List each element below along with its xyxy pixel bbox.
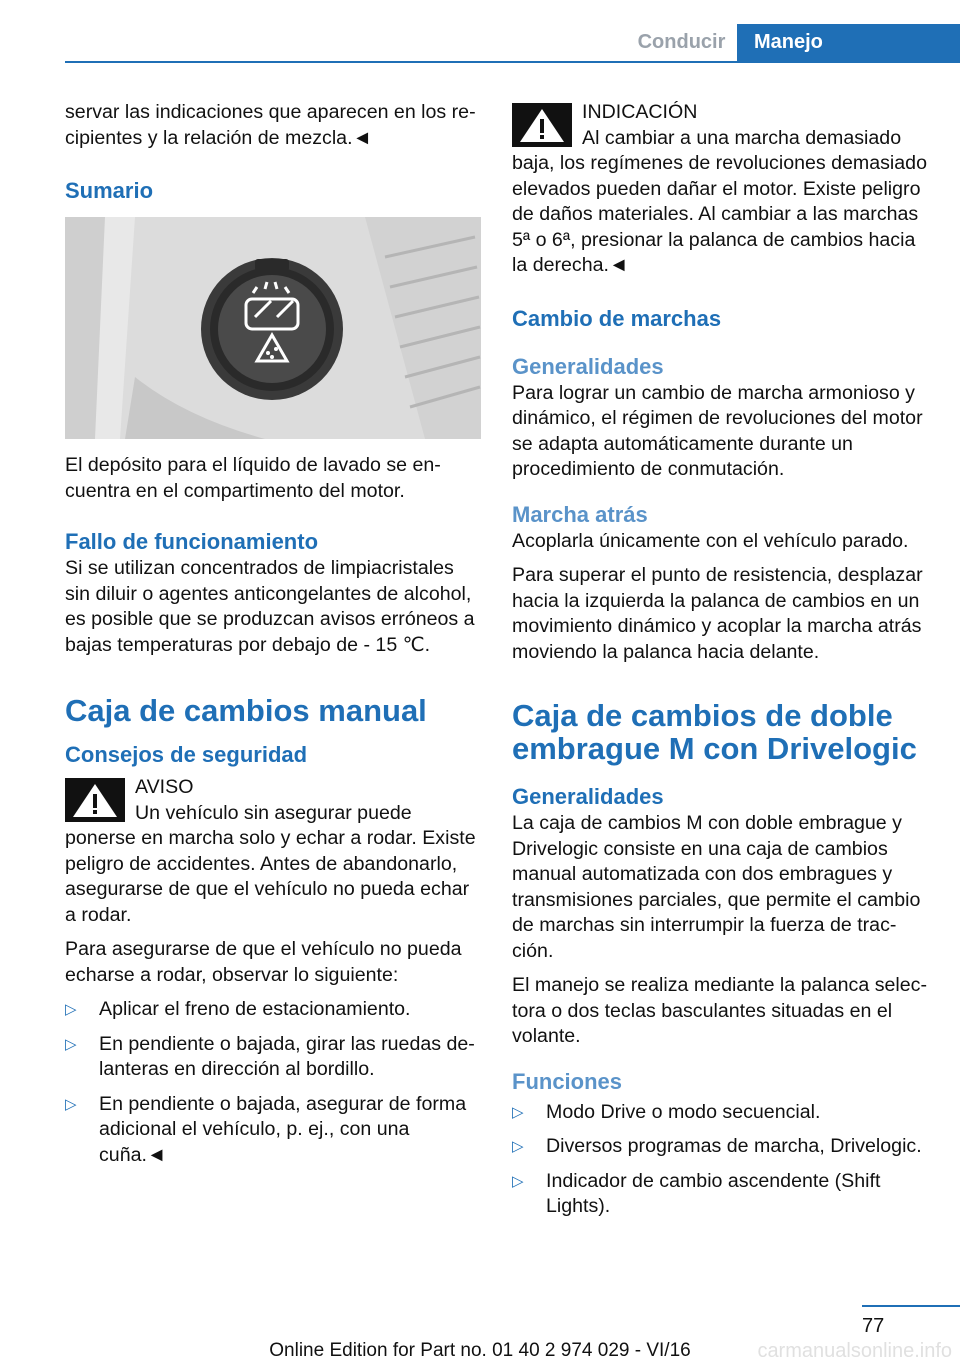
- list-item: ▷ En pendiente o bajada, girar las ruedas delanteras en dirección al bordillo.: [65, 1032, 475, 1080]
- note-title: INDICACIÓN: [582, 101, 698, 123]
- heading-consejos: Consejos de seguridad: [65, 742, 308, 767]
- warning-block: [65, 775, 481, 928]
- warning-icon: [65, 778, 125, 822]
- note-block: [512, 100, 930, 279]
- heading-funciones: Funciones: [512, 1068, 623, 1094]
- generalidades-1-paragraph: Para lograr un cambio de marcha armonioso y dinámico, el régimen de revoluciones del motor se adapta automáticamente durante un procedimiento de conmutación.: [512, 381, 923, 480]
- right-column: [512, 100, 930, 1229]
- tab-conducir[interactable]: Conducir: [637, 31, 726, 53]
- atras-paragraph-2: Para superar el punto de resistencia, desplazar hacia la izquierda la palanca de cambios en un movimiento dinámico y acoplar la marcha atrás moviendo la palanca hacia delante.: [512, 564, 923, 663]
- figure-caption: El depósito para el líquido de lavado se encuentra en el compartimento del motor.: [65, 454, 441, 502]
- left-column: [65, 100, 481, 1177]
- list-item: ▷ Indicador de cambio ascendente (Shift Lights).: [512, 1169, 881, 1217]
- safety-list: [65, 997, 481, 1168]
- warning-icon: [512, 103, 572, 147]
- edition-footer: Online Edition for Part no. 01 40 2 974 029 - VI/16: [269, 1340, 691, 1361]
- watermark: carmanualsonline.info: [757, 1340, 952, 1362]
- list-item: ▷ Modo Drive o modo secuencial.: [512, 1100, 930, 1126]
- tab-manejo[interactable]: Manejo: [737, 24, 960, 61]
- heading-doble-embrague: Caja de cambios de doble embrague M con Drivelogic: [512, 698, 917, 766]
- heading-caja-manual: Caja de cambios manual: [65, 693, 427, 728]
- list-item: ▷ Diversos programas de marcha, Drivelogic.: [512, 1134, 930, 1160]
- page-header: [0, 24, 960, 62]
- triangle-bullet-icon: ▷: [512, 1138, 524, 1155]
- note-text: Al cambiar a una marcha demasiado baja, los regímenes de revoluciones demasiado elevados pueden dañar el motor. Existe peligro de daños materiales. Al cambiar a las marchas 5ª o 6ª, presionar la palanca de cambios hacia la derecha.◄: [512, 126, 927, 276]
- washer-reservoir-image: [65, 217, 481, 439]
- triangle-bullet-icon: ▷: [512, 1103, 524, 1121]
- triangle-bullet-icon: ▷: [65, 1035, 77, 1053]
- triangle-bullet-icon: ▷: [65, 1001, 77, 1018]
- atras-paragraph-1: Acoplarla únicamente con el vehículo parado.: [512, 529, 909, 552]
- heading-fallo: Fallo de funcionamiento: [65, 529, 319, 554]
- header-rule: [65, 61, 960, 63]
- list-item: ▷ En pendiente o bajada, asegurar de forma adicional el vehículo, p. ej., con una cuña.◄: [65, 1092, 467, 1166]
- funciones-list: [512, 1100, 930, 1220]
- triangle-bullet-icon: ▷: [512, 1172, 524, 1190]
- intro-paragraph: servar las indicaciones que aparecen en los recipientes y la relación de mezcla.◄: [65, 101, 476, 149]
- heading-sumario: Sumario: [65, 178, 154, 203]
- warning-title: AVISO: [135, 776, 194, 798]
- heading-generalidades-1: Generalidades: [512, 353, 664, 379]
- asegurar-paragraph: Para asegurarse de que el vehículo no pueda echarse a rodar, observar lo siguiente:: [65, 938, 462, 986]
- heading-generalidades-2: Generalidades: [512, 784, 664, 809]
- heading-marcha-atras: Marcha atrás: [512, 501, 648, 527]
- triangle-bullet-icon: ▷: [65, 1095, 77, 1113]
- generalidades-2-paragraph-b: El manejo se realiza mediante la palanca selectora o dos teclas basculantes situadas en el volante.: [512, 974, 927, 1047]
- page-number: 77: [862, 1315, 885, 1337]
- footer-rule: [862, 1305, 960, 1307]
- warning-text: Un vehículo sin asegurar puede ponerse en marcha solo y echar a rodar. Existe peligro de accidentes. Antes de abandonarlo, asegurarse de que el vehículo no pueda echar a rodar.: [65, 801, 476, 926]
- list-item: ▷ Aplicar el freno de estacionamiento.: [65, 997, 481, 1023]
- generalidades-2-paragraph-a: La caja de cambios M con doble embrague y Drivelogic consiste en una caja de cambios manual automatizada con dos embragues y transmisiones parciales, que permite el cambio de marchas sin interrumpir la fuerza de tracción.: [512, 812, 921, 962]
- heading-cambio: Cambio de marchas: [512, 305, 722, 331]
- fallo-paragraph: Si se utilizan concentrados de limpiacristales sin diluir o agentes anticongelantes de alcohol, es posible que se produzcan avisos erróneos a bajas temperaturas por debajo de - 15 ℃.: [65, 557, 475, 656]
